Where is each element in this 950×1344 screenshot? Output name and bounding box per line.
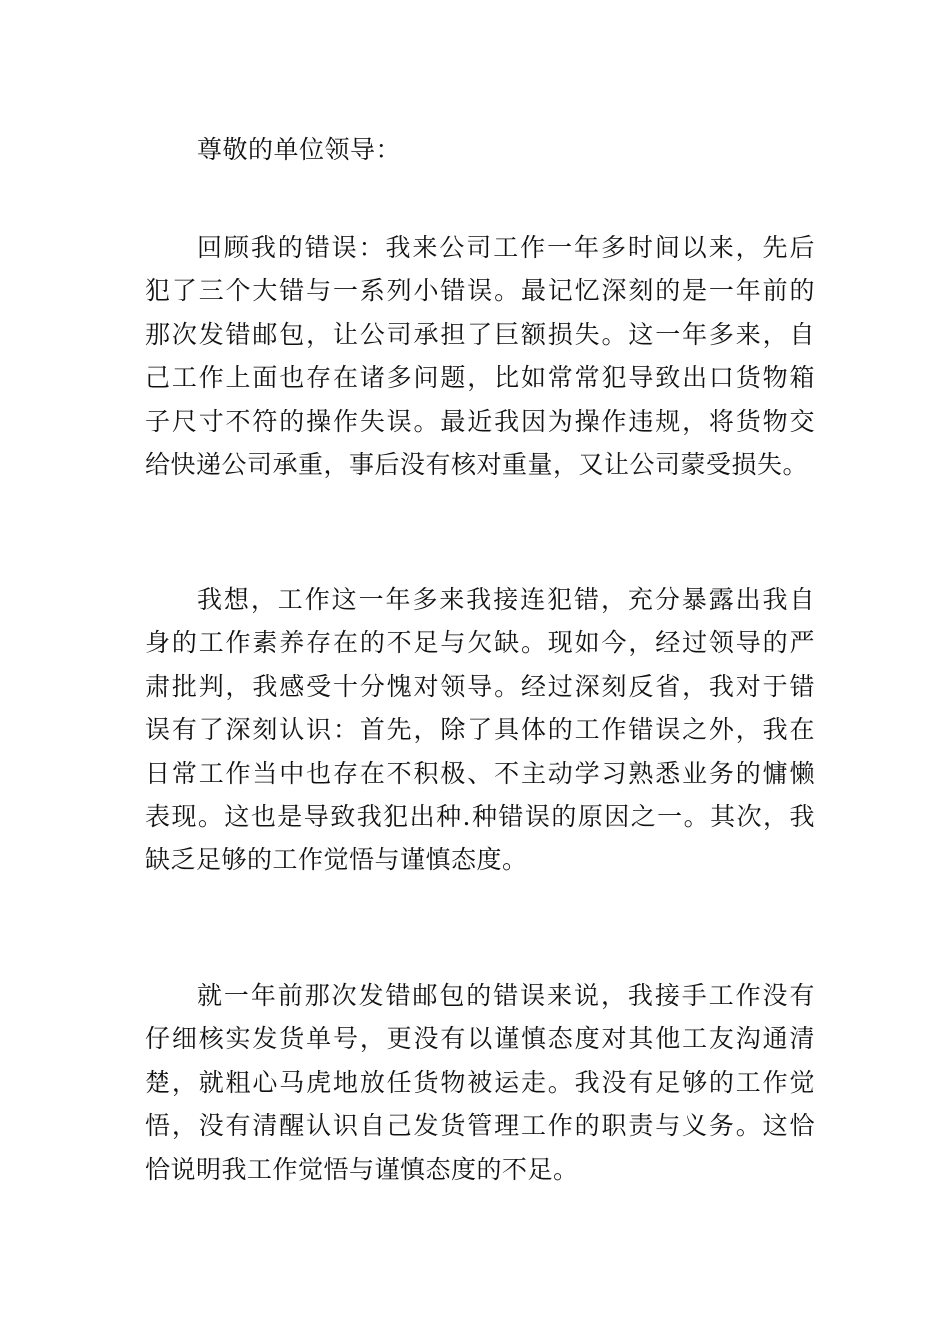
paragraph-line: 给快递公司承重，事后没有核对重量，又让公司蒙受损失。 — [145, 449, 809, 479]
salutation — [145, 128, 815, 171]
paragraph-line: 缺乏足够的工作觉悟与谨慎态度。 — [145, 845, 528, 875]
paragraph-line: 就一年前那次发错邮包的错误来说，我接手工作没有 — [197, 981, 815, 1010]
paragraph-line: 那次发错邮包，让公司承担了巨额损失。这一年多来，自 — [145, 319, 815, 349]
paragraph-1 — [145, 226, 815, 486]
paragraph-line: 犯了三个大错与一系列小错误。最记忆深刻的是一年前的 — [145, 276, 815, 306]
paragraph-line: 误有了深刻认识：首先，除了具体的工作错误之外，我在 — [145, 715, 815, 745]
paragraph-line: 身的工作素养存在的不足与欠缺。现如今，经过领导的严 — [145, 628, 815, 658]
paragraph-3 — [145, 974, 815, 1191]
paragraph-line: 子尺寸不符的操作失误。最近我因为操作违规，将货物交 — [145, 406, 815, 436]
salutation-line: 尊敬的单位领导： — [197, 135, 402, 164]
paragraph-line: 回顾我的错误：我来公司工作一年多时间以来，先后 — [197, 233, 815, 262]
paragraph-line: 表现。这也是导致我犯出种.种错误的原因之一。其次，我 — [145, 801, 815, 831]
paragraph-line: 肃批判，我感受十分愧对领导。经过深刻反省，我对于错 — [145, 671, 815, 701]
paragraph-2 — [145, 578, 815, 882]
paragraph-line: 楚，就粗心马虎地放任货物被运走。我没有足够的工作觉 — [145, 1067, 815, 1097]
paragraph-line: 仔细核实发货单号，更没有以谨慎态度对其他工友沟通清 — [145, 1024, 815, 1054]
paragraph-line: 己工作上面也存在诸多问题，比如常常犯导致出口货物箱 — [145, 363, 815, 393]
paragraph-line: 我想，工作这一年多来我接连犯错，充分暴露出我自 — [197, 585, 815, 614]
paragraph-line: 恰说明我工作觉悟与谨慎态度的不足。 — [145, 1154, 579, 1184]
paragraph-line: 日常工作当中也存在不积极、不主动学习熟悉业务的慵懒 — [145, 758, 815, 788]
paragraph-line: 悟，没有清醒认识自己发货管理工作的职责与义务。这恰 — [145, 1111, 815, 1141]
